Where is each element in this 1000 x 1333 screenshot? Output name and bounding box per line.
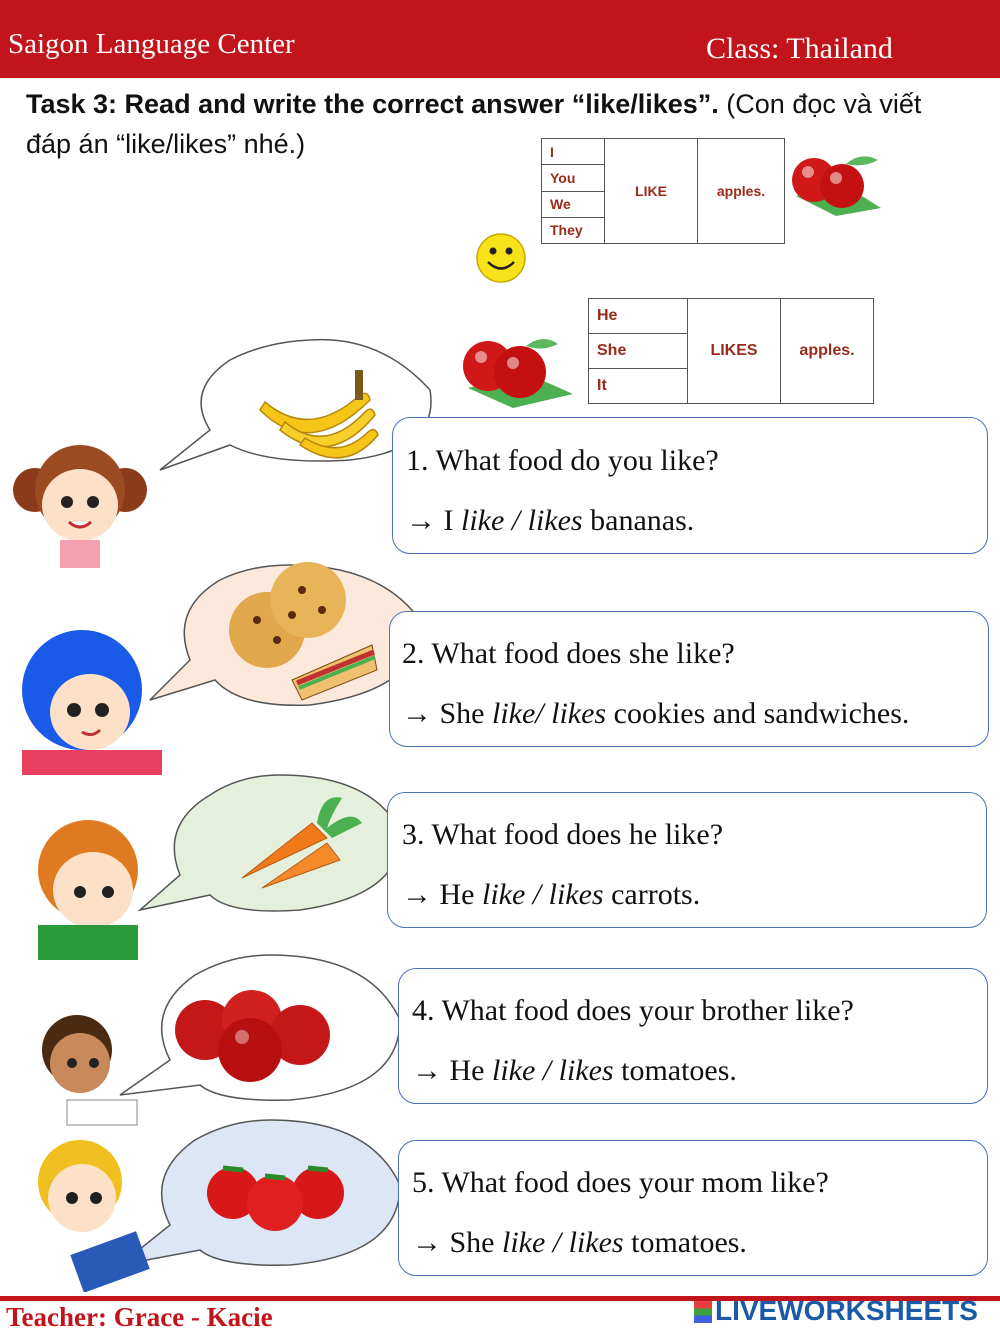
pronoun-cell: She (589, 334, 688, 369)
grammar-table-singular (588, 298, 874, 404)
answer-prefix: → He (412, 1054, 492, 1087)
answer-choice[interactable]: like / likes (461, 504, 583, 537)
pronoun-cell: He (589, 299, 688, 334)
cookies-sandwich-image (222, 560, 387, 710)
boy-with-book-avatar (20, 1132, 155, 1292)
answer-suffix: carrots. (603, 878, 701, 911)
teacher-name: Teacher: Grace - Kacie (6, 1302, 273, 1332)
answer-choice[interactable]: like / likes (491, 1054, 614, 1087)
task-translation: (Con đọc và viết đáp án “like/likes” nhé.) (26, 89, 922, 159)
question-text: 3. What food does he like? (402, 818, 724, 851)
question-text: 5. What food does your mom like? (412, 1166, 829, 1199)
answer-line[interactable] (412, 1054, 737, 1088)
apples-image (786, 146, 886, 222)
answer-line[interactable] (406, 504, 694, 538)
answer-suffix: cookies and sandwiches. (606, 697, 910, 730)
grammar-table-plural (541, 138, 785, 244)
pronoun-cell: It (589, 369, 688, 404)
question-text: 4. What food does your brother like? (412, 994, 854, 1027)
pronoun-cell: You (542, 165, 605, 191)
answer-prefix: → She (402, 697, 492, 730)
girl-avatar (5, 430, 155, 568)
task-title: Task 3: Read and write the correct answer “like/likes”. (26, 89, 719, 119)
answer-prefix: → I (406, 504, 461, 537)
girl-blue-hair-avatar (2, 620, 162, 780)
smiley-icon (474, 231, 528, 285)
pronoun-cell: They (542, 217, 605, 243)
apples-image (458, 328, 576, 412)
carrots-image (232, 788, 367, 898)
pronoun-cell: I (542, 139, 605, 165)
pronoun-cell: We (542, 191, 605, 217)
object-cell: apples. (781, 299, 874, 404)
answer-line[interactable] (402, 878, 700, 912)
answer-prefix: → He (402, 878, 482, 911)
tomatoes-image (203, 1148, 353, 1238)
verb-cell: LIKE (605, 139, 698, 244)
boy-avatar (18, 810, 158, 960)
answer-suffix: tomatoes. (623, 1226, 747, 1259)
logo-text: LIVEWORKSHEETS (715, 1295, 978, 1326)
answer-suffix: tomatoes. (613, 1054, 737, 1087)
verb-cell: LIKES (688, 299, 781, 404)
answer-choice[interactable]: like / likes (481, 878, 604, 911)
logo-icon (694, 1301, 712, 1323)
answer-choice[interactable]: like/ likes (492, 697, 607, 730)
answer-suffix: bananas. (582, 504, 695, 537)
apples-image (170, 975, 345, 1085)
center-name: Saigon Language Center (8, 28, 295, 60)
answer-choice[interactable]: like / likes (502, 1226, 624, 1259)
question-text: 1. What food do you like? (406, 444, 719, 477)
liveworksheets-logo (694, 1295, 978, 1327)
answer-line[interactable] (402, 697, 909, 731)
bananas-image (250, 360, 380, 460)
header-bar (0, 0, 1000, 78)
class-name: Class: Thailand (706, 32, 893, 65)
question-text: 2. What food does she like? (402, 637, 735, 670)
answer-line[interactable] (412, 1226, 747, 1260)
object-cell: apples. (698, 139, 785, 244)
answer-prefix: → She (412, 1226, 502, 1259)
